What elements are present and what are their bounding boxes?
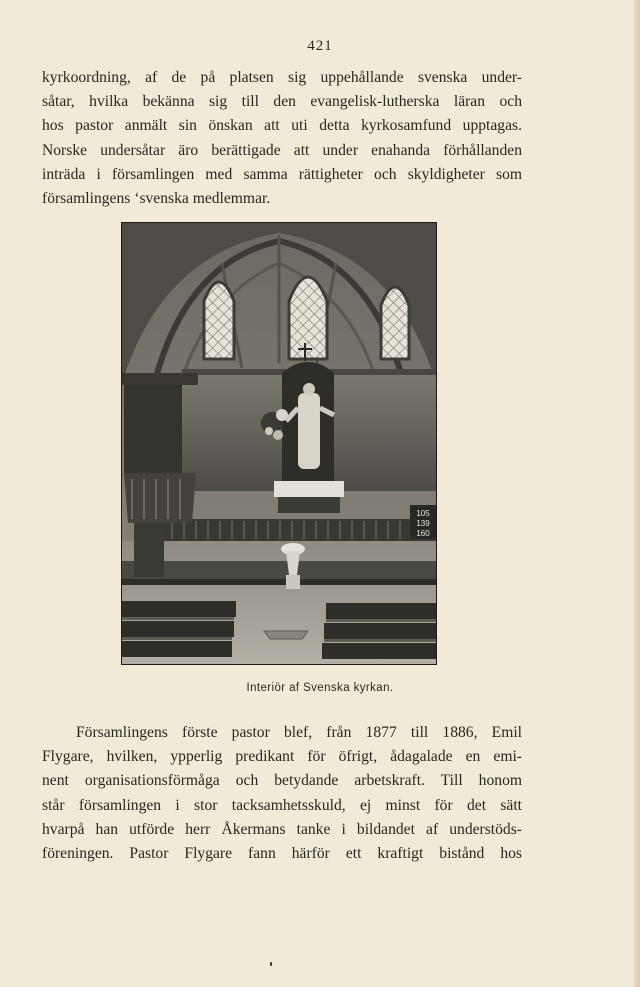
figure-caption: Interiör af Svenska kyrkan. [246,682,394,694]
paragraph-bottom [42,721,522,866]
text-line: inträda i församlingen med samma rättigheter och skyldigheter som [42,165,522,183]
page-number: 421 [307,38,333,54]
hymn-number: 139 [416,519,430,528]
ink-speck [270,962,272,966]
text-line: kyrkoordning, af de på platsen sig uppehållande svenska under- [42,69,522,86]
text-line: Församlingens förste pastor blef, från 1877 till 1886, Emil [76,724,522,741]
text-line: står församlingen i stor tacksamhetsskuld, ej minst för det sätt [42,796,522,814]
text-line: hos pastor anmält sin önskan att uti detta kyrkosamfund upptagas. [42,117,522,135]
text-line: Norske undersåtar äro berättigade att under enahanda förhållanden [42,141,522,159]
text-line: såtar, hvilka bekänna sig till den evangelisk-lutherska läran och [42,93,522,111]
text-line: Flygare, hvilken, ypperlig predikant för öfrigt, ådagalade en emi- [42,748,522,766]
text-line: församlingens ‘svenska medlemmar. [42,190,271,208]
paragraph-top [42,66,522,211]
hymn-number: 105 [416,509,430,518]
church-interior-photo [121,222,437,665]
text-line: nent organisationsförmåga och betydande arbetskraft. Till honom [42,772,522,790]
page-edge [634,0,640,987]
text-line: hvarpå han utförde herr Åkermans tanke i bildandet af understöds- [42,820,522,838]
hymn-number: 160 [416,529,430,538]
text-line: föreningen. Pastor Flygare fann härför ett kraftigt bistånd hos [42,845,522,863]
